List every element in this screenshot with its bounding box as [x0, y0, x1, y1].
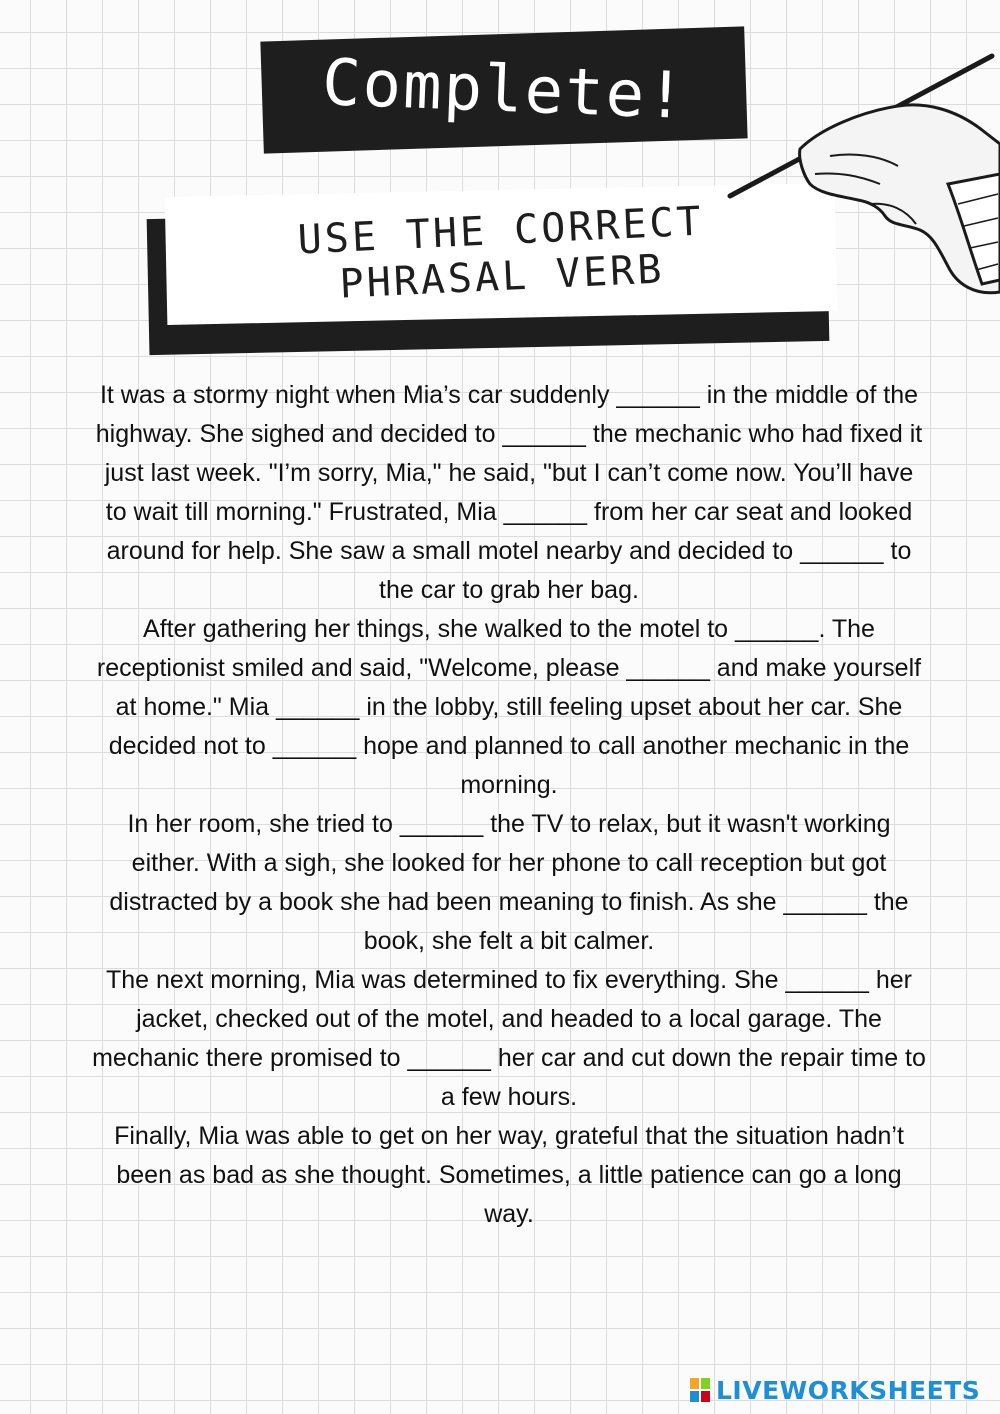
page-title: Complete! [320, 46, 688, 134]
subtitle-line-2: PHRASAL VERB [338, 246, 665, 308]
story-paragraph-1: It was a stormy night when Mia’s car suddenly ______ in the middle of the highway. She sighed and decided to ______ the mechanic who had fixed it just last week. "I’m sorry, Mia," he said, "but I can’t come now. You’ll have to wait till morning." Frustrated, Mia ______ from her car seat and looked around for help. She saw a small motel nearby and decided to ______ to the car to grab her bag. [95, 381, 923, 604]
subtitle-line-1: USE THE CORRECT [296, 198, 705, 264]
story-paragraph-2: After gathering her things, she walked to the motel to ______. The receptionist smiled and said, "Welcome, please ______ and make yourself at home." Mia ______ in the lobby, still feeling upset about her car. She decided not to ______ hope and planned to call another mechanic in the morning. [96, 615, 922, 799]
liveworksheets-logo-icon [690, 1378, 710, 1402]
story-paragraph-5: Finally, Mia was able to get on her way, grateful that the situation hadn’t been as bad as she thought. Sometimes, a little patience can go a long way. [114, 1122, 904, 1228]
liveworksheets-text: LIVEWORKSHEETS [716, 1375, 981, 1405]
story-text [92, 376, 926, 1234]
title-banner [260, 26, 747, 153]
liveworksheets-branding [690, 1373, 990, 1407]
hand-with-pen-icon [720, 34, 1000, 304]
story-paragraph-4: The next morning, Mia was determined to fix everything. She ______ her jacket, checked out of the motel, and headed to a local garage. The mechanic there promised to ______ her car and cut down the repair time to a few hours. [92, 966, 926, 1111]
story-paragraph-3: In her room, she tried to ______ the TV to relax, but it wasn't working either. With a sigh, she looked for her phone to call reception but got distracted by a book she had been meaning to finish. As she ______ the book, she felt a bit calmer. [109, 810, 909, 955]
